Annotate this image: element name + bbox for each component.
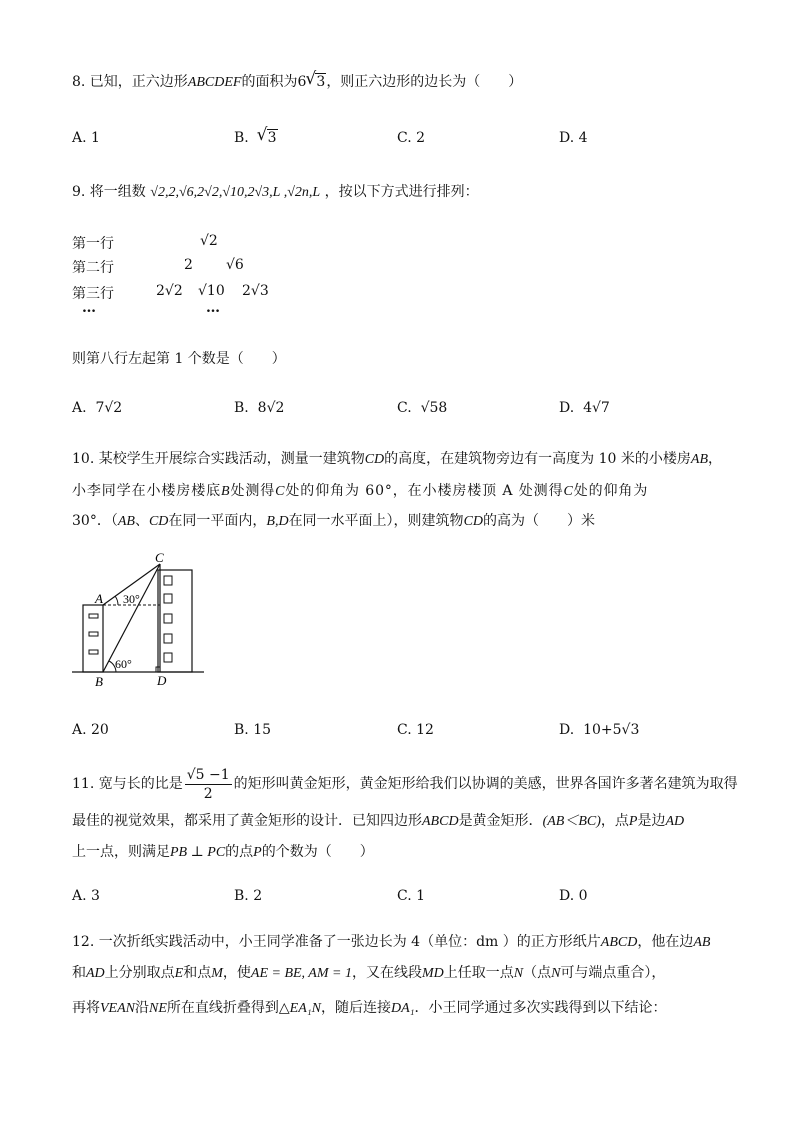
angle-arc-30	[115, 596, 118, 605]
label-angle-30: 30°	[123, 592, 140, 606]
q12-line3: 再将VEAN沿NE所在直线折叠得到△EA₁N，随后连接DA₁．小王同学通过多次实践得到以下结论：	[72, 1000, 667, 1016]
q9-ellipsis-right: …	[206, 300, 220, 316]
label-b: B	[95, 674, 103, 689]
q8-option-a: A. 1	[72, 130, 100, 146]
window	[89, 650, 98, 654]
label-a: A	[95, 591, 103, 606]
q9-sequence: √2,2,√6,2√2,√10,2√3,L ,√2n,L	[150, 185, 321, 200]
q10-line3: 30°．（AB、CD在同一平面内，B,D在同一水平面上），则建筑物CD的高为（ ）米	[72, 513, 596, 529]
q9-question: 则第八行左起第 1 个数是（ ）	[72, 351, 286, 367]
q11-line1: 11. 宽与长的比是 $\frac{√5 -1}{2}$ 的矩形叫黄金矩形，黄金矩形给我们以协调的美感，世界各国许多著名建筑为取得	[72, 766, 738, 802]
q8-option-d: D. 4	[559, 130, 588, 146]
q11-option-c: C. 1	[397, 888, 426, 904]
label-c: C	[155, 552, 164, 565]
q10-line2: 小李同学在小楼房楼底B处测得C处的仰角为 60°，在小楼房楼顶 A 处测得C处的仰角为	[72, 483, 649, 499]
q8-shape: ABCDEF	[187, 75, 242, 90]
q9-option-d: D. 4√7	[559, 400, 610, 416]
q10-figure	[68, 552, 208, 692]
line-bc	[103, 564, 160, 672]
q12-line2: 和AD上分别取点E和点M，使AE = BE, AM = 1，又在线段MD上任取一点N（点N可与端点重合），	[72, 965, 666, 981]
q10-option-b: B. 15	[234, 722, 272, 738]
label-angle-60: 60°	[115, 657, 132, 671]
q9-row3-item2: √10	[198, 283, 225, 299]
q8-stem-text: 8. 已知，正六边形	[72, 74, 188, 90]
q11-option-d: D. 0	[559, 888, 588, 904]
q10-option-a: A. 20	[72, 722, 109, 738]
label-d: D	[157, 673, 167, 688]
q9-option-a: A. 7√2	[72, 400, 123, 416]
q9-ellipsis-left: …	[82, 300, 96, 316]
q9-stem: 9. 将一组数 √2,2,√6,2√2,√10,2√3,L ,√2n,L ，按以下方式进行排列：	[72, 184, 479, 200]
window	[164, 653, 172, 662]
q11-line3: 上一点，则满足PB ⊥ PC的点P的个数为（ ）	[72, 844, 374, 860]
q10-option-d: D. 10+5√3	[559, 722, 640, 738]
window	[164, 634, 172, 643]
q8-stem	[72, 72, 522, 93]
q8-stem-mid: 的面积为	[241, 74, 298, 90]
q9-row2-label: 第二行	[72, 260, 114, 276]
q9-row1-item1: √2	[200, 233, 218, 249]
q10-option-c: C. 12	[397, 722, 434, 738]
q8-area-coef: 6	[297, 74, 307, 90]
q9-row3-item1: 2√2	[156, 283, 183, 299]
q11-option-b: B. 2	[234, 888, 263, 904]
window	[164, 594, 172, 603]
q9-option-b: B. 8√2	[234, 400, 285, 416]
q9-row3-item3: 2√3	[242, 283, 269, 299]
q8-stem-post: ，则正六边形的边长为（ ）	[326, 74, 523, 90]
q12-line1: 12. 一次折纸实践活动中，小王同学准备了一张边长为 4（单位：dm ）的正方形纸片ABCD，他在边AB	[72, 934, 711, 950]
q11-fraction: $\frac{√5 -1}{2}$	[186, 766, 230, 802]
q11-line2: 最佳的视觉效果，都采用了黄金矩形的设计．已知四边形ABCD是黄金矩形．(AB＜BC)，点P是边AD	[72, 813, 685, 829]
q10-line1: 10. 某校学生开展综合实践活动，测量一建筑物CD的高度，在建筑物旁边有一高度为 10 米的小楼房AB，	[72, 451, 722, 467]
window	[89, 614, 98, 618]
window	[164, 614, 172, 623]
q9-row1-label: 第一行	[72, 236, 114, 252]
q8-option-c: C. 2	[397, 130, 426, 146]
small-building	[83, 605, 103, 672]
window	[164, 576, 172, 585]
window	[89, 632, 98, 636]
q8-area-sqrt: √ 3	[306, 72, 326, 92]
q9-row2-item2: √6	[226, 257, 244, 273]
q11-option-a: A. 3	[72, 888, 100, 904]
q9-row3-label: 第三行	[72, 286, 114, 302]
q9-row2-item1: 2	[184, 257, 193, 273]
tall-building	[158, 570, 192, 672]
q9-option-c: C. √58	[397, 400, 448, 416]
q8-option-b: B. √ 3	[234, 128, 278, 148]
